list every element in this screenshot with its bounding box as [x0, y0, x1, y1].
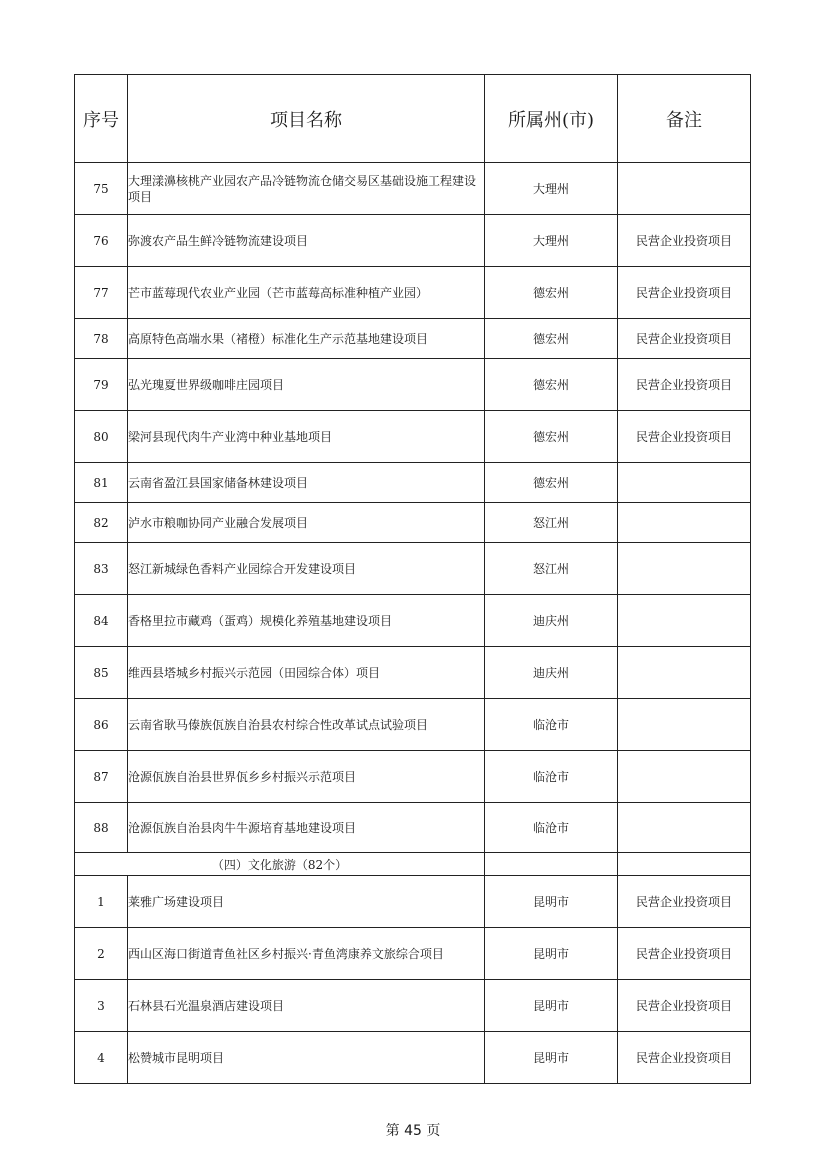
cell-name: 泸水市粮咖协同产业融合发展项目 — [128, 503, 485, 543]
cell-name: 梁河县现代肉牛产业湾中种业基地项目 — [128, 411, 485, 463]
table-row — [75, 163, 751, 215]
cell-name: 松赞城市昆明项目 — [128, 1032, 485, 1084]
cell-note: 民营企业投资项目 — [618, 1032, 751, 1084]
table-row — [75, 319, 751, 359]
cell-city: 德宏州 — [485, 267, 618, 319]
cell-name: 沧源佤族自治县肉牛牛源培育基地建设项目 — [128, 803, 485, 853]
cell-name: 云南省盈江县国家储备林建设项目 — [128, 463, 485, 503]
table-row — [75, 803, 751, 853]
cell-note — [618, 803, 751, 853]
cell-name: 莱雅广场建设项目 — [128, 876, 485, 928]
header-project-name: 项目名称 — [128, 75, 485, 163]
table-row — [75, 463, 751, 503]
table-row — [75, 751, 751, 803]
cell-city: 德宏州 — [485, 359, 618, 411]
cell-note: 民营企业投资项目 — [618, 928, 751, 980]
cell-city: 德宏州 — [485, 463, 618, 503]
cell-no: 83 — [75, 543, 128, 595]
cell-city: 怒江州 — [485, 543, 618, 595]
cell-no: 80 — [75, 411, 128, 463]
cell-note — [618, 853, 751, 876]
cell-name: 弘光瑰夏世界级咖啡庄园项目 — [128, 359, 485, 411]
cell-no: 82 — [75, 503, 128, 543]
cell-note: 民营企业投资项目 — [618, 267, 751, 319]
table-row — [75, 876, 751, 928]
cell-city: 怒江州 — [485, 503, 618, 543]
cell-no: 75 — [75, 163, 128, 215]
cell-note: 民营企业投资项目 — [618, 319, 751, 359]
table-row — [75, 411, 751, 463]
project-table — [74, 74, 751, 1084]
cell-no: 1 — [75, 876, 128, 928]
cell-city: 昆明市 — [485, 928, 618, 980]
cell-note — [618, 751, 751, 803]
cell-city: 迪庆州 — [485, 595, 618, 647]
cell-note — [618, 463, 751, 503]
section-label: （四）文化旅游（82个） — [75, 853, 485, 876]
table-row — [75, 928, 751, 980]
cell-note: 民营企业投资项目 — [618, 980, 751, 1032]
cell-no: 2 — [75, 928, 128, 980]
cell-note: 民营企业投资项目 — [618, 359, 751, 411]
table-row — [75, 543, 751, 595]
cell-name: 高原特色高端水果（褚橙）标准化生产示范基地建设项目 — [128, 319, 485, 359]
cell-note: 民营企业投资项目 — [618, 411, 751, 463]
cell-note: 民营企业投资项目 — [618, 876, 751, 928]
header-prefecture: 所属州(市) — [485, 75, 618, 163]
table-row — [75, 503, 751, 543]
table-header-row — [75, 75, 751, 163]
table-row — [75, 699, 751, 751]
table-row — [75, 647, 751, 699]
cell-note — [618, 647, 751, 699]
cell-no: 4 — [75, 1032, 128, 1084]
header-serial: 序号 — [75, 75, 128, 163]
cell-no: 78 — [75, 319, 128, 359]
cell-city: 昆明市 — [485, 876, 618, 928]
cell-name: 怒江新城绿色香料产业园综合开发建设项目 — [128, 543, 485, 595]
cell-name: 维西县塔城乡村振兴示范园（田园综合体）项目 — [128, 647, 485, 699]
page-number: 第 45 页 — [385, 1123, 441, 1139]
cell-name: 香格里拉市藏鸡（蛋鸡）规模化养殖基地建设项目 — [128, 595, 485, 647]
cell-no: 81 — [75, 463, 128, 503]
cell-no: 3 — [75, 980, 128, 1032]
table-row — [75, 267, 751, 319]
cell-city: 临沧市 — [485, 751, 618, 803]
cell-note — [618, 699, 751, 751]
cell-no: 88 — [75, 803, 128, 853]
cell-name: 石林县石光温泉酒店建设项目 — [128, 980, 485, 1032]
cell-no: 77 — [75, 267, 128, 319]
cell-note: 民营企业投资项目 — [618, 215, 751, 267]
cell-city: 昆明市 — [485, 1032, 618, 1084]
cell-city: 德宏州 — [485, 411, 618, 463]
cell-note — [618, 595, 751, 647]
table-row — [75, 980, 751, 1032]
table-row — [75, 215, 751, 267]
cell-name: 西山区海口街道青鱼社区乡村振兴·青鱼湾康养文旅综合项目 — [128, 928, 485, 980]
table-row — [75, 595, 751, 647]
cell-no: 85 — [75, 647, 128, 699]
cell-city: 临沧市 — [485, 803, 618, 853]
cell-no: 76 — [75, 215, 128, 267]
table-row — [75, 1032, 751, 1084]
cell-no: 79 — [75, 359, 128, 411]
cell-no: 84 — [75, 595, 128, 647]
cell-name: 芒市蓝莓现代农业产业园（芒市蓝莓高标准种植产业园） — [128, 267, 485, 319]
cell-city: 迪庆州 — [485, 647, 618, 699]
header-remarks: 备注 — [618, 75, 751, 163]
cell-no: 86 — [75, 699, 128, 751]
cell-name: 大理漾濞核桃产业园农产品冷链物流仓储交易区基础设施工程建设项目 — [128, 163, 485, 215]
cell-note — [618, 503, 751, 543]
table-row — [75, 359, 751, 411]
cell-city: 昆明市 — [485, 980, 618, 1032]
cell-note — [618, 543, 751, 595]
cell-name: 云南省耿马傣族佤族自治县农村综合性改革试点试验项目 — [128, 699, 485, 751]
cell-city — [485, 853, 618, 876]
cell-city: 临沧市 — [485, 699, 618, 751]
cell-city: 德宏州 — [485, 319, 618, 359]
cell-note — [618, 163, 751, 215]
cell-city: 大理州 — [485, 215, 618, 267]
cell-no: 87 — [75, 751, 128, 803]
cell-name: 弥渡农产品生鲜冷链物流建设项目 — [128, 215, 485, 267]
cell-name: 沧源佤族自治县世界佤乡乡村振兴示范项目 — [128, 751, 485, 803]
cell-city: 大理州 — [485, 163, 618, 215]
section-row — [75, 853, 751, 876]
